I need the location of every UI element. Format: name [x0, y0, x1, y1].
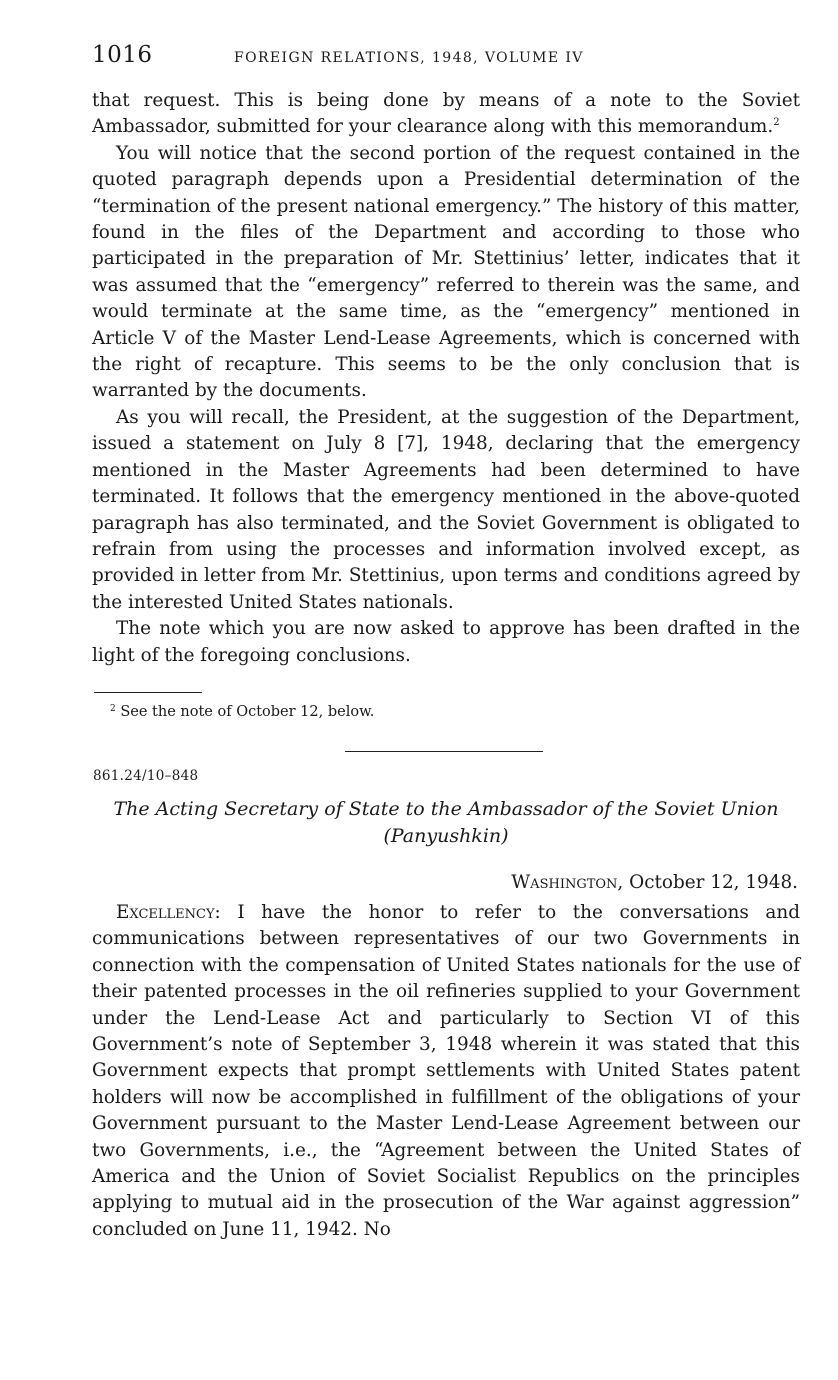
letter-paragraph-1 [92, 900, 800, 1243]
memo-paragraph-4: The note which you are now asked to approve has been drafted in the light of the foregoing conclusions. [92, 618, 800, 666]
dateline-place: Washington [511, 872, 618, 893]
dateline-date: , October 12, 1948. [617, 872, 798, 893]
letter-paragraph-1-text: : I have the honor to refer to the conversations and communications between representatives of our two Governments in connection with the compensation of United States nationals for the use of their patented processes in the oil refineries supplied to your Government under the Lend-Lease Act and particularly to Section VI of this Government’s note of September 3, 1948 wherein it was stated that this Government expects that prompt settlements with United States patent holders will now be accomplished in fulfillment of the obligations of your Government pursuant to the Master Lend-Lease Agreement between our two Governments, i.e., the “Agreement between the United States of America and the Union of Soviet Socialist Republics on the principles applying to mutual aid in the prosecution of the War against aggression” concluded on June 11, 1942. No [92, 902, 800, 1240]
memo-paragraph-2: You will notice that the second portion of the request contained in the quoted paragraph depends upon a Presidential determination of the “termination of the present national emergency.” The history of this matter, found in the files of the Department and according to those who participated in the preparation of Mr. Stettinius’ letter, indicates that it was assumed that the “emergency” referred to therein was the same, and would terminate at the same time, as the “emergency” mentioned in Article V of the Master Lend-Lease Agreements, which is concerned with the right of recapture. This seems to be the only conclusion that is warranted by the documents. [92, 142, 800, 402]
dateline [92, 872, 798, 893]
document-title-line-1: The Acting Secretary of State to the Ambassador of the Soviet Union [113, 798, 779, 820]
running-head [92, 42, 798, 76]
file-reference: 861.24/10–848 [93, 768, 199, 784]
section-divider [345, 751, 543, 752]
running-head-title: FOREIGN RELATIONS, 1948, VOLUME IV [234, 50, 584, 66]
memo-paragraph-1-text: that request. This is being done by means of a note to the Soviet Ambassador, submitted for your clearance along with this memorandum. [92, 90, 800, 138]
footnote-text: See the note of October 12, below. [120, 704, 375, 720]
letter-body [92, 900, 800, 1243]
salutation: Excellency [116, 902, 215, 923]
footnote-reference: 2 [773, 117, 780, 129]
memo-paragraph-1 [92, 88, 800, 141]
memo-body [92, 88, 800, 669]
document-title-line-2: (Panyushkin) [383, 825, 509, 847]
footnote [110, 704, 374, 720]
memo-paragraph-3: As you will recall, the President, at the suggestion of the Department, issued a statement on July 8 [7], 1948, declaring that the emergency mentioned in the Master Agreements had been determined to have terminated. It follows that the emergency mentioned in the above-quoted paragraph has also terminated, and the Soviet Government is obligated to refrain from using the processes and information involved except, as provided in letter from Mr. Stettinius, upon terms and conditions agreed by the interested United States nationals. [92, 406, 800, 613]
footnote-divider [94, 692, 202, 693]
page-number: 1016 [92, 42, 153, 68]
document-title [92, 796, 800, 850]
footnote-marker: 2 [110, 704, 116, 714]
